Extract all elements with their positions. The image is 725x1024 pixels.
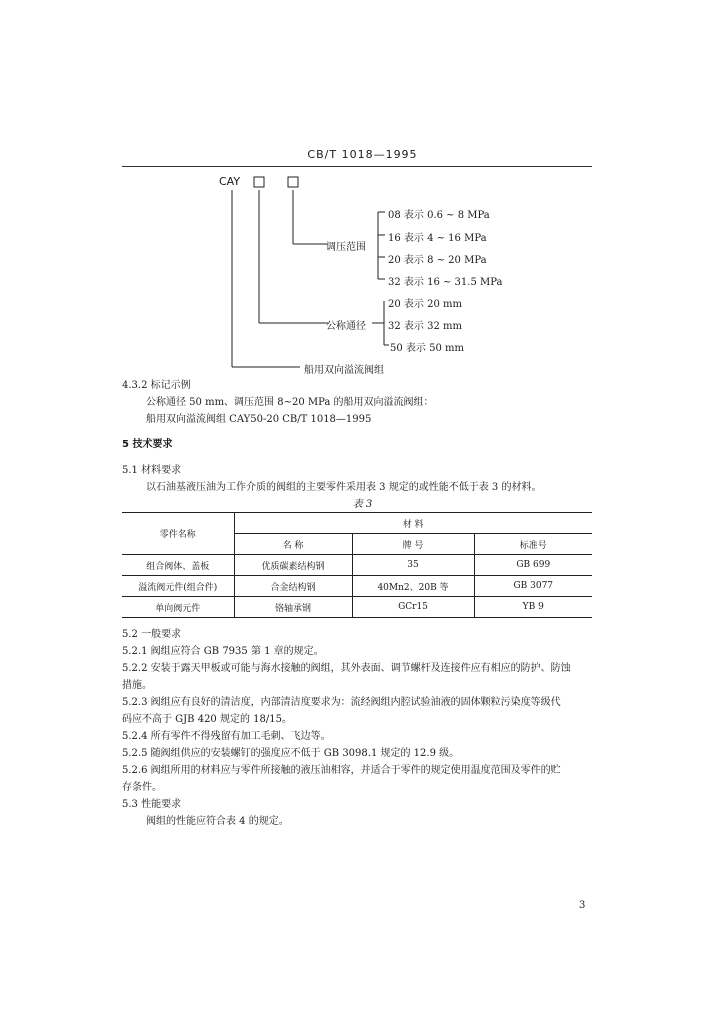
clause-5-2-1: 5.2.1 阀组应符合 GB 7935 第 1 章的规定。: [122, 646, 324, 657]
standard-number-header: 标准号: [474, 534, 592, 555]
diameter-option: 50 表示 50 mm: [390, 343, 464, 354]
material-name-cell: 合金结构钢: [234, 576, 352, 597]
product-code: CAY: [219, 175, 241, 188]
diameter-option: 32 表示 32 mm: [388, 321, 462, 332]
clause-5-2-4: 5.2.4 所有零件不得残留有加工毛刺、飞边等。: [122, 731, 331, 742]
part-name-header: 零件名称: [122, 513, 234, 555]
table-row: [122, 597, 592, 618]
pressure-range-label: 调压范围: [326, 242, 366, 253]
standard-number-cell: YB 9: [474, 597, 592, 618]
clause-4-3-2-heading: 4.3.2 标记示例: [122, 380, 191, 391]
product-name-label: 船用双向溢流阀组: [304, 365, 384, 376]
clause-5-2-2: 5.2.2 安装于露天甲板或可能与海水接触的阀组，其外表面、调节螺杆及连接件应有相应的防护、防蚀: [122, 663, 571, 674]
clause-5-2-3: 5.2.3 阀组应有良好的清洁度，内部清洁度要求为：流经阀组内腔试验油液的固体颗粒污染度等级代: [122, 697, 561, 708]
section-5-heading: 5 技术要求: [122, 439, 173, 450]
clause-5-1-heading: 5.1 材料要求: [122, 465, 182, 476]
table-row: [122, 555, 592, 576]
clause-5-2-heading: 5.2 一般要求: [122, 629, 182, 640]
page-header: CB/T 1018—1995: [307, 148, 418, 161]
material-name-cell: 铬轴承钢: [234, 597, 352, 618]
material-grade-cell: GCr15: [352, 597, 474, 618]
clause-5-2-2-cont: 措施。: [122, 680, 152, 691]
clause-5-2-6-cont: 存条件。: [122, 782, 162, 793]
part-name-cell: 单向阀元件: [122, 597, 234, 618]
pressure-option: 32 表示 16 ~ 31.5 MPa: [388, 277, 503, 288]
table-3: [122, 512, 592, 618]
pressure-option: 08 表示 0.6 ~ 8 MPa: [388, 210, 490, 221]
clause-4-3-2-line2: 船用双向溢流阀组 CAY50-20 CB/T 1018—1995: [146, 414, 372, 425]
material-header: 材 料: [234, 513, 592, 534]
table-3-caption: 表 3: [352, 499, 373, 510]
clause-5-2-5: 5.2.5 随阀组供应的安装螺钉的强度应不低于 GB 3098.1 规定的 12.9 级。: [122, 748, 460, 759]
clause-5-3-text: 阀组的性能应符合表 4 的规定。: [146, 816, 289, 827]
pressure-option: 16 表示 4 ~ 16 MPa: [388, 233, 487, 244]
table-header-row: [122, 513, 592, 534]
nominal-diameter-label: 公称通径: [326, 321, 366, 332]
material-grade-cell: 40Mn2、20B 等: [352, 576, 474, 597]
clause-5-2-3-cont: 码应不高于 GJB 420 规定的 18/15。: [122, 714, 292, 725]
clause-5-3-heading: 5.3 性能要求: [122, 799, 182, 810]
standard-number-cell: GB 3077: [474, 576, 592, 597]
clause-5-1-text: 以石油基液压油为工作介质的阀组的主要零件采用表 3 规定的或性能不低于表 3 的材料。: [146, 482, 542, 493]
page-number: 3: [579, 900, 586, 911]
part-name-cell: 组合阀体、盖板: [122, 555, 234, 576]
material-name-header: 名 称: [234, 534, 352, 555]
material-grade-header: 牌 号: [352, 534, 474, 555]
material-name-cell: 优质碳素结构钢: [234, 555, 352, 576]
clause-4-3-2-line1: 公称通径 50 mm、调压范围 8~20 MPa 的船用双向溢流阀组：: [146, 397, 434, 408]
material-grade-cell: 35: [352, 555, 474, 576]
standard-number-cell: GB 699: [474, 555, 592, 576]
part-name-cell: 溢流阀元件(组合件): [122, 576, 234, 597]
diameter-option: 20 表示 20 mm: [388, 299, 462, 310]
table-row: [122, 576, 592, 597]
pressure-box: [288, 177, 298, 187]
pressure-option: 20 表示 8 ~ 20 MPa: [388, 255, 487, 266]
diameter-box: [254, 177, 264, 187]
clause-5-2-6: 5.2.6 阀组所用的材料应与零件所接触的液压油相容，并适合于零件的规定使用温度范围及零件的贮: [122, 765, 561, 776]
